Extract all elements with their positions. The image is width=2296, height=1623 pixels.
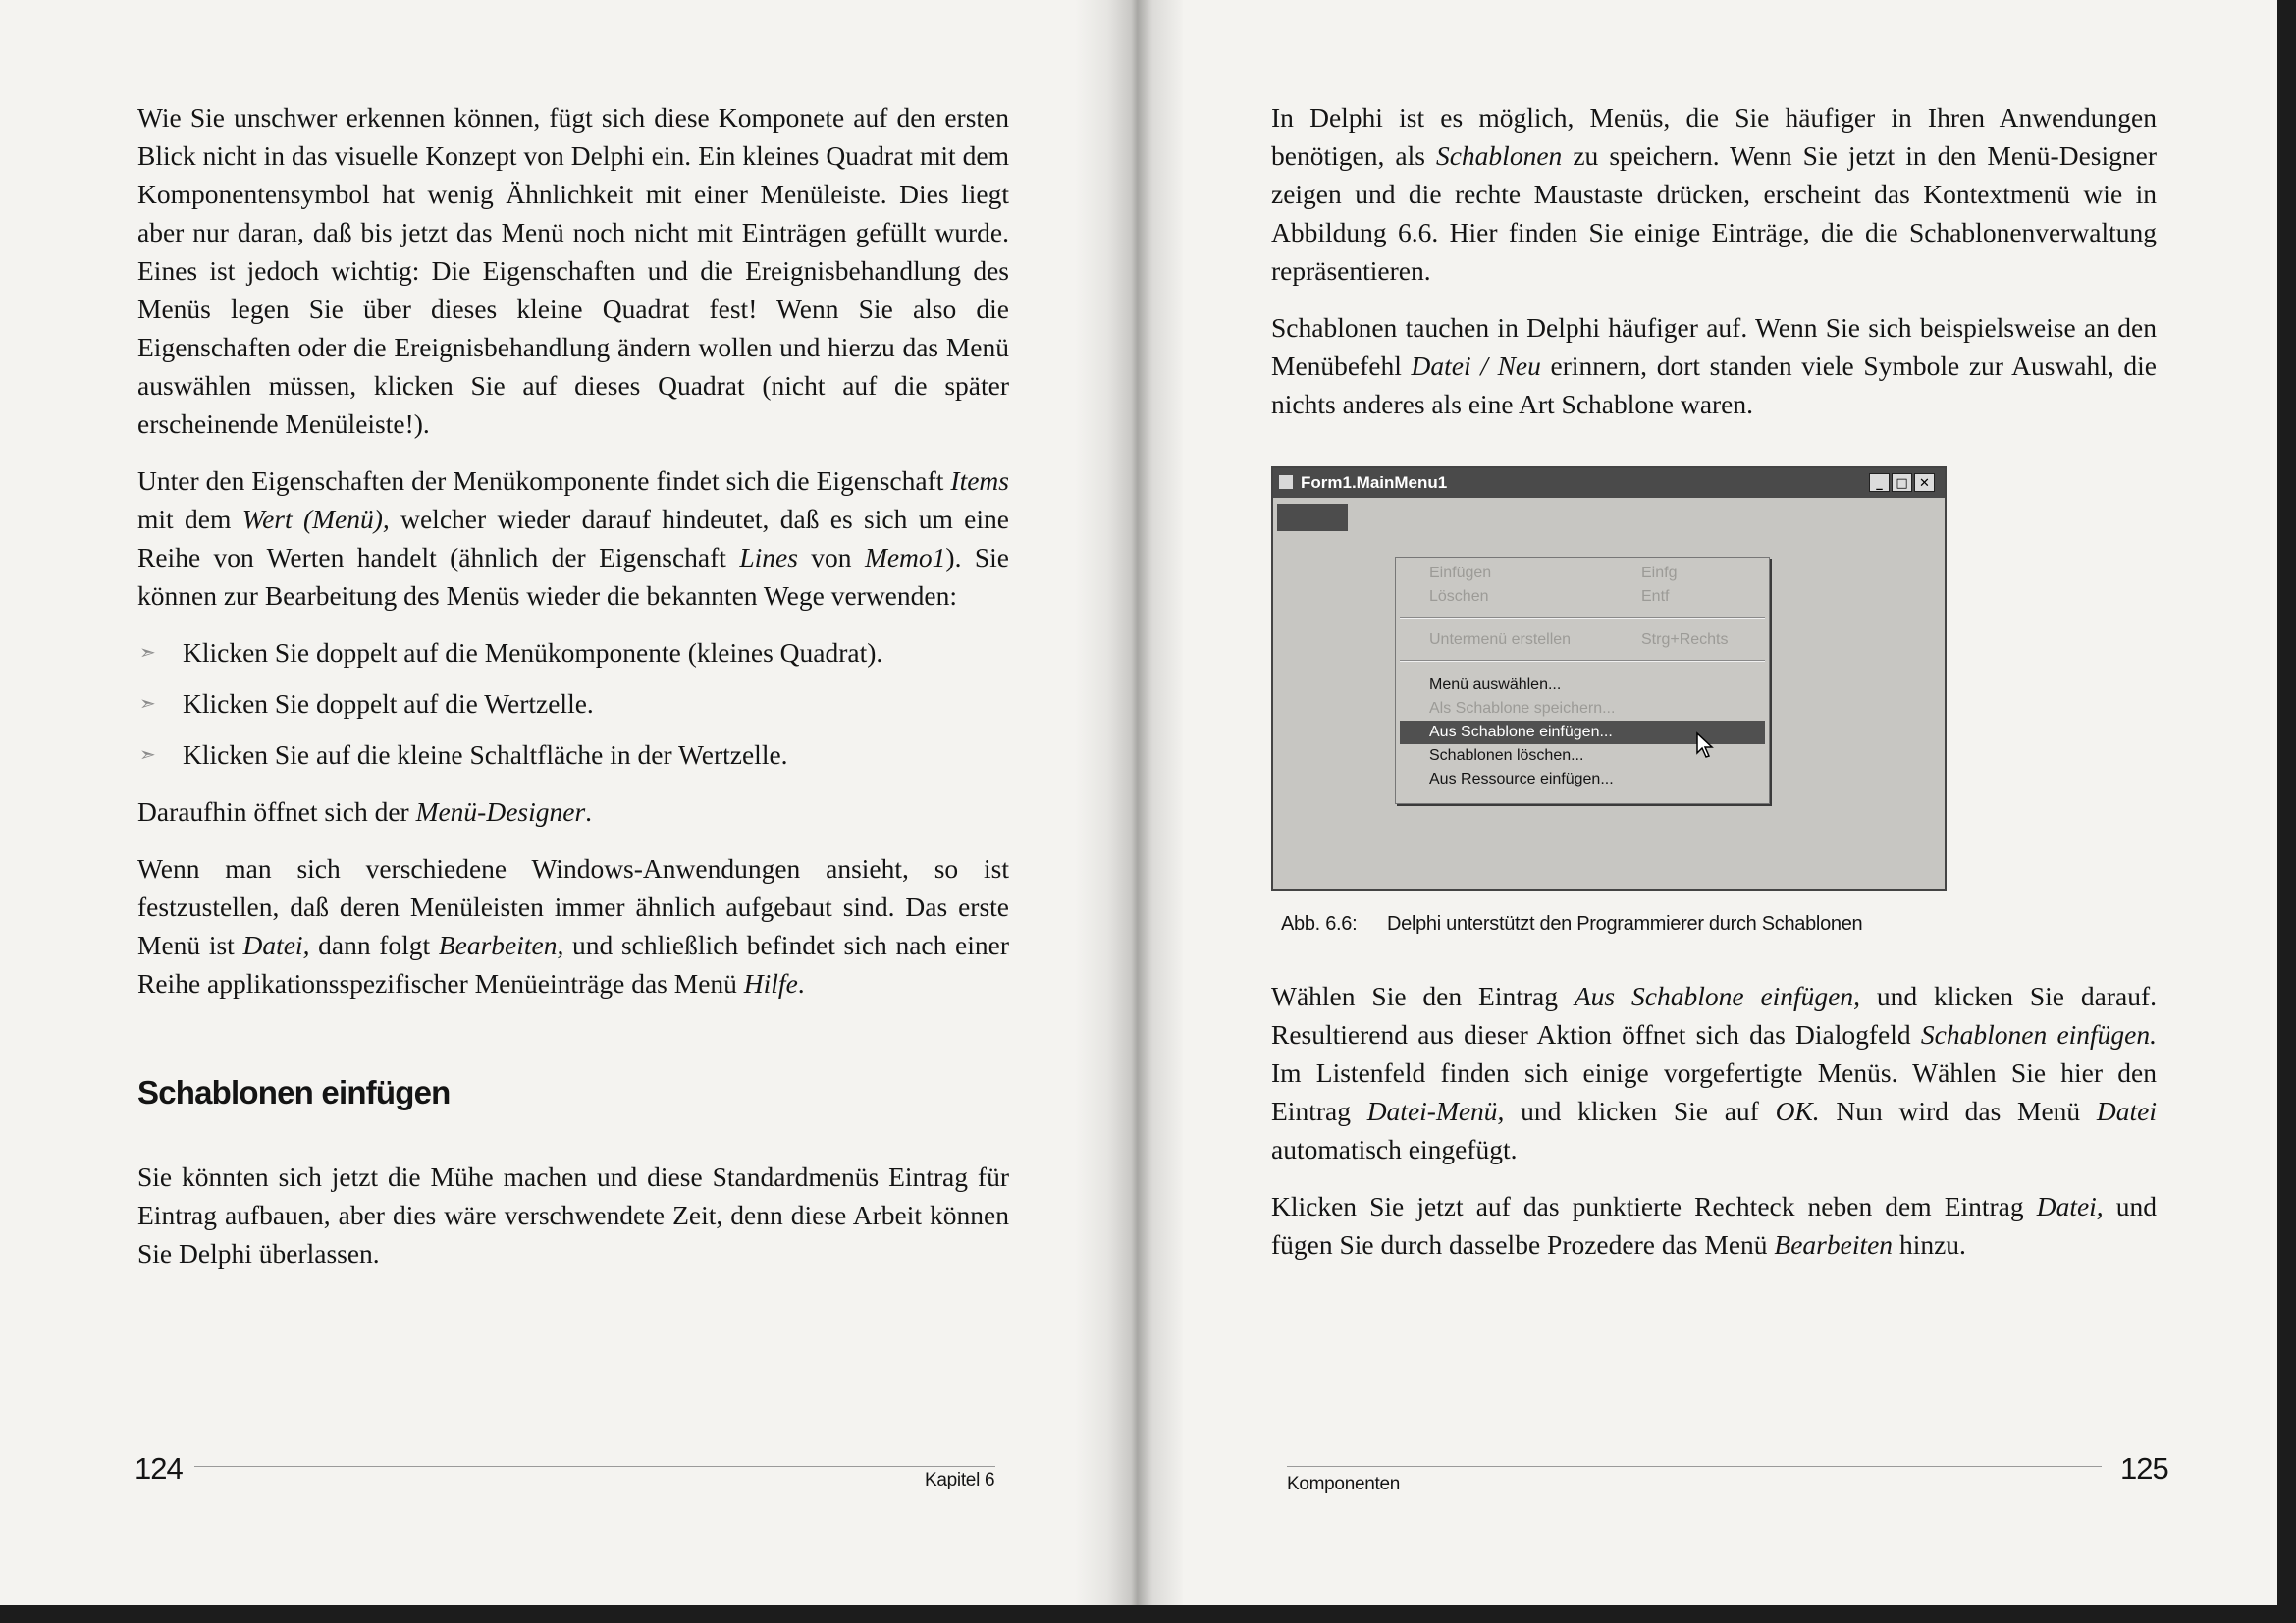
bullet-list (137, 633, 1009, 774)
form-icon (1279, 475, 1293, 489)
maximize-icon[interactable]: □ (1892, 473, 1912, 492)
paragraph-choose-entry: Wählen Sie den Eintrag Aus Schablone einfügen, und klicken Sie darauf. Resultierend aus dieser Aktion öffnet sich das Dialogfeld Schablonen einfügen. Im Listenfeld finden sich einige vorgefertigte Menüs. Wählen Sie hier den Eintrag Datei-Menü, und klicken Sie auf OK. Nun wird das Menü Datei automatisch eingefügt. (1271, 981, 2158, 1164)
paragraph-windows-menus: Wenn man sich verschiedene Windows-Anwendungen ansieht, so ist festzustellen, daß deren Menüleisten immer ähnlich aufgebaut sind. Das erste Menü ist Datei, dann folgt Bearbeiten, und schließlich befindet sich nach einer Reihe applikationsspezifischer Menüeinträge das Menü Hilfe. (137, 853, 1009, 999)
menu-item-aus-schablone-einfuegen[interactable]: Aus Schablone einfügen... (1400, 721, 1765, 744)
page-number: 124 (134, 1451, 183, 1486)
menu-item-loeschen[interactable]: Löschen Entf (1429, 588, 1670, 605)
running-footer: Komponenten (1287, 1474, 1401, 1494)
list-item: ➣ Klicken Sie doppelt auf die Wertzelle. (137, 684, 1009, 723)
menu-separator (1400, 617, 1765, 619)
paragraph-menu-designer: Daraufhin öffnet sich der Menü-Designer. (137, 796, 593, 827)
minimize-icon[interactable]: _ (1869, 473, 1890, 492)
right-page (1183, 0, 2277, 1605)
paragraph-templates-intro: In Delphi ist es möglich, Menüs, die Sie häufiger in Ihren Anwendungen benötigen, als Schablonen zu speichern. Wenn Sie jetzt in den Menü-Designer zeigen und die rechte Maustaste drücken, erscheint das Kontextmenü wie in Abbildung 6.6. Hier finden Sie einige Einträge, die die Schablonenverwaltung repräsentieren. (1271, 102, 2157, 286)
caption-number: Abb. 6.6: (1281, 913, 1358, 935)
paragraph-templates-recall: Schablonen tauchen in Delphi häufiger auf. Wenn Sie sich beispielsweise an den Menübefehl Datei / Neu erinnern, dort standen viele Symbole zur Auswahl, die nichts anderes als eine Art Schablone waren. (1271, 312, 2157, 419)
list-item: ➣ Klicken Sie doppelt auf die Menükomponente (kleines Quadrat). (137, 633, 1009, 672)
menu-item-als-schablone-speichern[interactable]: Als Schablone speichern... (1429, 700, 1616, 717)
left-text-column (137, 98, 1009, 1291)
paragraph-add-edit-menu: Klicken Sie jetzt auf das punktierte Rechteck neben dem Eintrag Datei, und fügen Sie durch dasselbe Prozedere das Menü Bearbeiten hinzu. (1271, 1191, 2158, 1260)
page-number: 125 (2120, 1451, 2168, 1486)
menu-item-schablonen-loeschen[interactable]: Schablonen löschen... (1429, 747, 1584, 764)
arrow-bullet-icon: ➣ (139, 742, 156, 766)
caption-text: Delphi unterstützt den Programmierer durch Schablonen (1387, 913, 1863, 935)
context-menu (1395, 557, 1770, 804)
menu-designer-window (1271, 466, 1947, 891)
mouse-cursor-icon (1695, 731, 1721, 761)
arrow-bullet-icon: ➣ (139, 640, 156, 664)
right-text-column-bottom (1271, 977, 2157, 1282)
arrow-bullet-icon: ➣ (139, 691, 156, 715)
scan-edge-bottom (0, 1605, 2296, 1623)
paragraph-component-concept: Wie Sie unschwer erkennen können, fügt sich diese Komponete auf den ersten Blick nicht in das visuelle Konzept von Delphi ein. Ein kleines Quadrat mit dem Komponentensymbol hat wenig Ähnlichkeit mit einer Menüleiste. Dies liegt aber nur daran, daß bis jetzt das Menü noch nicht mit Einträgen gefüllt wurde. Eines ist jedoch wichtig: Die Eigenschaften und die Ereignisbehandlung des Menüs legen Sie über dieses kleine Quadrat fest! Wenn Sie also die Eigenschaften oder die Ereignisbehandlung ändern wollen und hierzu das Menü auswählen müssen, klicken Sie auf dieses Quadrat (nicht auf die später erscheinende Menüleiste!). (137, 102, 1009, 439)
menu-item-aus-ressource-einfuegen[interactable]: Aus Ressource einfügen... (1429, 771, 1614, 787)
running-footer: Kapitel 6 (925, 1470, 995, 1490)
menu-item-menue-auswaehlen[interactable]: Menü auswählen... (1429, 676, 1562, 693)
menu-separator (1400, 660, 1765, 662)
footer-rule (1287, 1466, 2102, 1467)
paragraph-items-property: Unter den Eigenschaften der Menükomponente findet sich die Eigenschaft Items mit dem Wert (Menü), welcher wieder darauf hindeutet, daß es sich um eine Reihe von Werten handelt (ähnlich der Eigenschaft Lines von Memo1). Sie können zur Bearbeitung des Menüs wieder die bekannten Wege verwenden: (137, 465, 1009, 611)
left-page (0, 0, 1075, 1605)
list-item: ➣ Klicken Sie auf die kleine Schaltfläche in der Wertzelle. (137, 735, 1009, 774)
menu-item-untermenue[interactable]: Untermenü erstellen Strg+Rechts (1429, 631, 1729, 648)
footer-rule (194, 1466, 995, 1467)
window-title: Form1.MainMenu1 (1301, 473, 1448, 492)
figure-caption (1281, 913, 2164, 936)
menu-placeholder-slot[interactable] (1277, 504, 1348, 531)
figure-screenshot (1271, 466, 1947, 891)
window-title-bar (1273, 468, 1945, 498)
paragraph-standard-menus: Sie könnten sich jetzt die Mühe machen und diese Standardmenüs Eintrag für Eintrag aufbauen, aber dies wäre verschwendete Zeit, denn diese Arbeit können Sie Delphi überlassen. (137, 1162, 1009, 1269)
menu-item-einfuegen[interactable]: Einfügen Einfg (1429, 565, 1678, 581)
section-heading: Schablonen einfügen (137, 1074, 451, 1110)
close-icon[interactable]: ✕ (1914, 473, 1935, 492)
right-text-column-top (1271, 98, 2157, 442)
scan-edge-right (2277, 0, 2296, 1623)
book-gutter (1075, 0, 1183, 1623)
